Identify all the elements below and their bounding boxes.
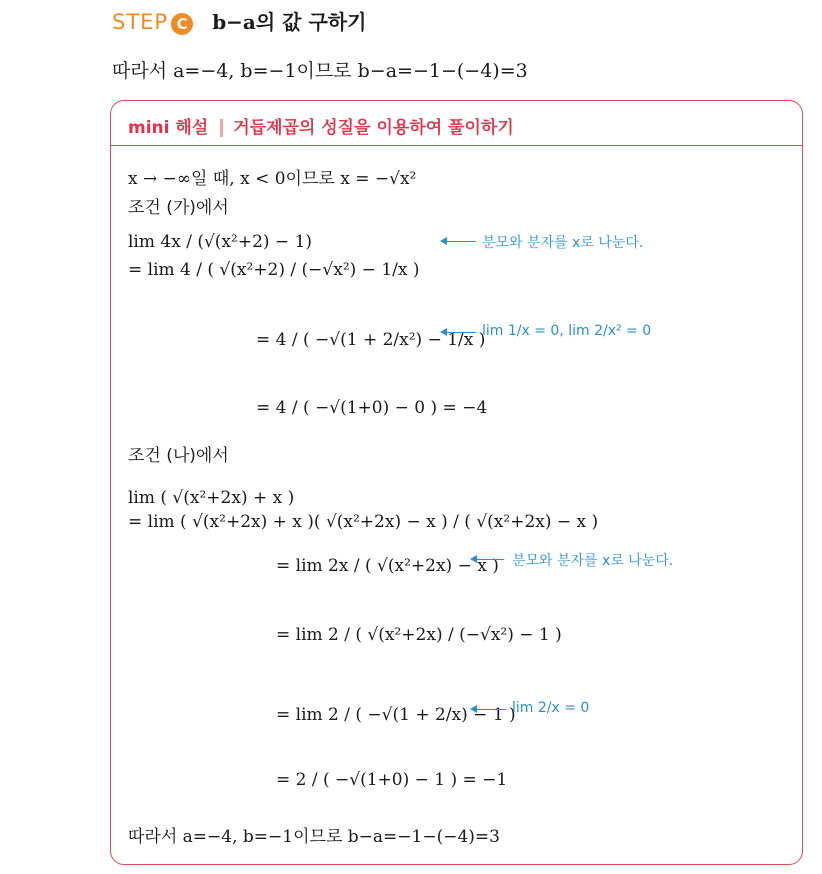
equation-a3: = 4 / ( −√(1+0) − 0 ) = −4 [256, 398, 488, 418]
step-title: b−a의 값 구하기 [212, 10, 367, 34]
condition-a-label: 조건 (가)에서 [128, 198, 229, 218]
condition-b-label: 조건 (나)에서 [128, 446, 229, 466]
step-label: STEP [112, 10, 169, 34]
equation-b3: = lim 2 / ( √(x²+2x) / (−√x²) − 1 ) [276, 625, 562, 645]
equation-b4: = lim 2 / ( −√(1 + 2/x) − 1 ) [276, 705, 516, 725]
arrow-line [446, 241, 476, 242]
equation-b5: = 2 / ( −√(1+0) − 1 ) = −1 [276, 770, 508, 790]
arrow-line [476, 709, 506, 710]
arrow-line [476, 559, 504, 560]
note-limit-two: lim 2/x = 0 [512, 700, 590, 716]
equation-b1-rhs: = lim ( √(x²+2x) + x )( √(x²+2x) − x ) / ( √(x²+2x) − x ) [128, 512, 599, 532]
step-heading [112, 6, 366, 35]
equation-a1-lhs: lim 4x / (√(x²+2) − 1) [128, 232, 313, 252]
mini-divider-bar [220, 119, 223, 137]
equation-a2: = 4 / ( −√(1 + 2/x²) − 1/x ) [256, 330, 486, 350]
mini-conclusion: 따라서 a=−4, b=−1이므로 b−a=−1−(−4)=3 [128, 827, 500, 847]
mini-header [128, 113, 514, 138]
mini-line1: x → −∞일 때, x < 0이므로 x = −√x² [128, 169, 417, 189]
equation-a1-rhs: = lim 4 / ( √(x²+2) / (−√x²) − 1/x ) [128, 260, 420, 280]
mini-header-divider [110, 145, 803, 146]
conclusion-top: 따라서 a=−4, b=−1이므로 b−a=−1−(−4)=3 [112, 60, 528, 82]
equation-b2: = lim 2x / ( √(x²+2x) − x ) [276, 556, 499, 576]
step-badge: C [171, 13, 193, 35]
note-divide-1: 분모와 분자를 x로 나눈다. [482, 235, 644, 251]
note-divide-2: 분모와 분자를 x로 나눈다. [512, 553, 674, 569]
arrow-line [446, 332, 476, 333]
mini-tag: mini 해설 [128, 118, 209, 138]
note-limits-zero: lim 1/x = 0, lim 2/x² = 0 [482, 323, 652, 339]
equation-b1-lhs: lim ( √(x²+2x) + x ) [128, 488, 295, 508]
mini-title: 거듭제곱의 성질을 이용하여 풀이하기 [233, 118, 514, 138]
